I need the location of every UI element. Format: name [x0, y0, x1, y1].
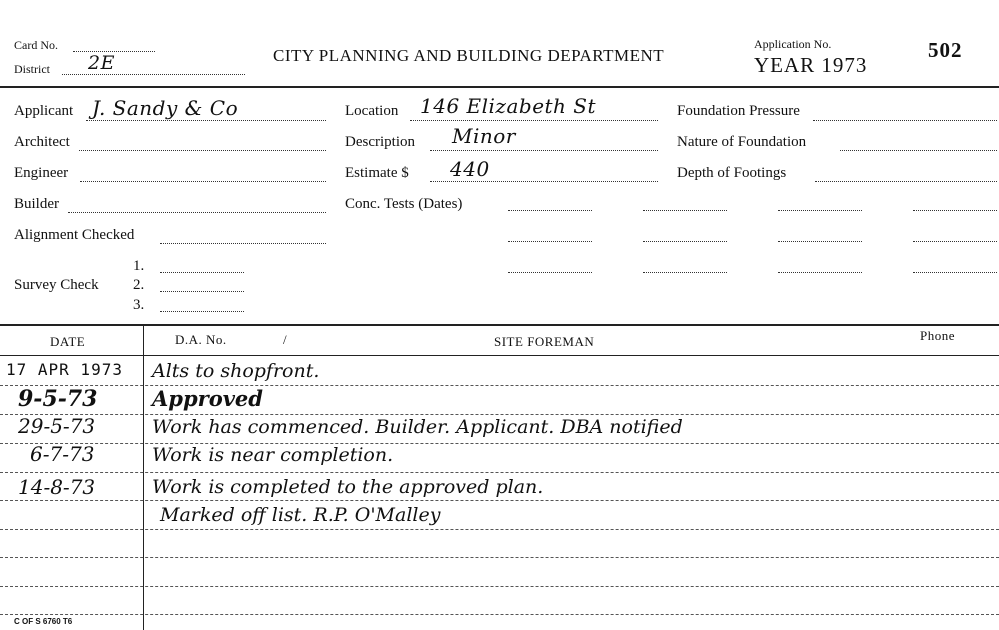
form-code: C OF S 6760 T6 — [14, 617, 73, 626]
row-entry: Alts to shopfront. — [152, 360, 320, 382]
location-value: 146 Elizabeth St — [420, 94, 597, 118]
nature-of-foundation-label: Nature of Foundation — [677, 134, 807, 150]
applicant-value: J. Sandy & Co — [92, 96, 239, 120]
survey-field-2 — [160, 291, 244, 292]
table-row-line — [0, 529, 999, 530]
engineer-label: Engineer — [14, 165, 69, 181]
estimate-label: Estimate $ — [345, 165, 409, 181]
date-column-header: DATE — [50, 334, 86, 349]
survey-item-2: 2. — [133, 277, 145, 293]
survey-field-3 — [160, 311, 244, 312]
table-row-line — [0, 586, 999, 587]
applicant-label: Applicant — [14, 103, 74, 119]
conc-test-field — [508, 272, 592, 273]
district-field — [62, 74, 245, 75]
location-label: Location — [345, 103, 399, 119]
survey-check-label: Survey Check — [14, 277, 99, 293]
conc-test-field — [778, 210, 862, 211]
row-entry: Work has commenced. Builder. Applicant. DBA notified — [152, 416, 683, 438]
conc-test-field — [778, 241, 862, 242]
table-column-divider — [143, 324, 144, 630]
da-slash: / — [283, 332, 288, 347]
conc-test-field — [508, 241, 592, 242]
table-row-line — [0, 472, 999, 473]
survey-item-1: 1. — [133, 258, 145, 274]
phone-column-header: Phone — [920, 328, 955, 343]
alignment-checked-label: Alignment Checked — [14, 227, 135, 243]
architect-field — [79, 150, 326, 151]
row-entry: Approved — [152, 386, 263, 411]
conc-test-field — [778, 272, 862, 273]
builder-field — [68, 212, 326, 213]
foundation-pressure-field — [813, 120, 997, 121]
architect-label: Architect — [14, 134, 70, 150]
district-label: District — [14, 62, 50, 76]
conc-tests-label: Conc. Tests (Dates) — [345, 196, 463, 212]
table-row-line — [0, 614, 999, 615]
row-entry: Marked off list. R.P. O'Malley — [160, 504, 441, 526]
conc-test-field — [913, 210, 997, 211]
conc-test-field — [643, 241, 727, 242]
engineer-field — [80, 181, 326, 182]
description-label: Description — [345, 134, 415, 150]
table-row-line — [0, 557, 999, 558]
depth-of-footings-label: Depth of Footings — [677, 165, 787, 181]
alignment-checked-field — [160, 243, 326, 244]
row-date: 6-7-73 — [30, 442, 95, 466]
row-entry: Work is near completion. — [152, 444, 394, 466]
nature-of-foundation-field — [840, 150, 997, 151]
depth-of-footings-field — [815, 181, 997, 182]
conc-test-field — [913, 241, 997, 242]
builder-label: Builder — [14, 196, 59, 212]
survey-item-3: 3. — [133, 297, 145, 313]
description-value: Minor — [452, 124, 516, 148]
header-divider — [0, 86, 999, 88]
table-row-line — [0, 443, 999, 444]
survey-field-1 — [160, 272, 244, 273]
conc-test-field — [643, 210, 727, 211]
row-date: 17 APR 1973 — [6, 360, 123, 379]
application-no-label: Application No. — [754, 37, 832, 51]
department-title: CITY PLANNING AND BUILDING DEPARTMENT — [273, 46, 665, 65]
row-date: 29-5-73 — [18, 414, 96, 438]
foundation-pressure-label: Foundation Pressure — [677, 103, 800, 119]
year-label: YEAR 1973 — [754, 53, 868, 77]
estimate-field — [430, 181, 658, 182]
table-row-line — [0, 414, 999, 415]
da-no-column-header: D.A. No. — [175, 332, 227, 347]
row-date: 9-5-73 — [18, 386, 98, 412]
table-row-line — [0, 385, 999, 386]
conc-test-field — [643, 272, 727, 273]
description-field — [430, 150, 658, 151]
table-header-divider — [0, 355, 999, 356]
conc-test-field — [508, 210, 592, 211]
location-field — [410, 120, 658, 121]
row-entry: Work is completed to the approved plan. — [152, 476, 544, 498]
table-row-line — [0, 500, 999, 501]
conc-test-field — [913, 272, 997, 273]
site-foreman-column-header: SITE FOREMAN — [494, 334, 595, 349]
application-number: 502 — [928, 38, 963, 62]
estimate-value: 440 — [450, 157, 490, 181]
row-date: 14-8-73 — [18, 475, 96, 499]
district-value: 2E — [88, 52, 115, 74]
table-top-border — [0, 324, 999, 326]
card-no-label: Card No. — [14, 38, 58, 52]
applicant-field — [86, 120, 326, 121]
